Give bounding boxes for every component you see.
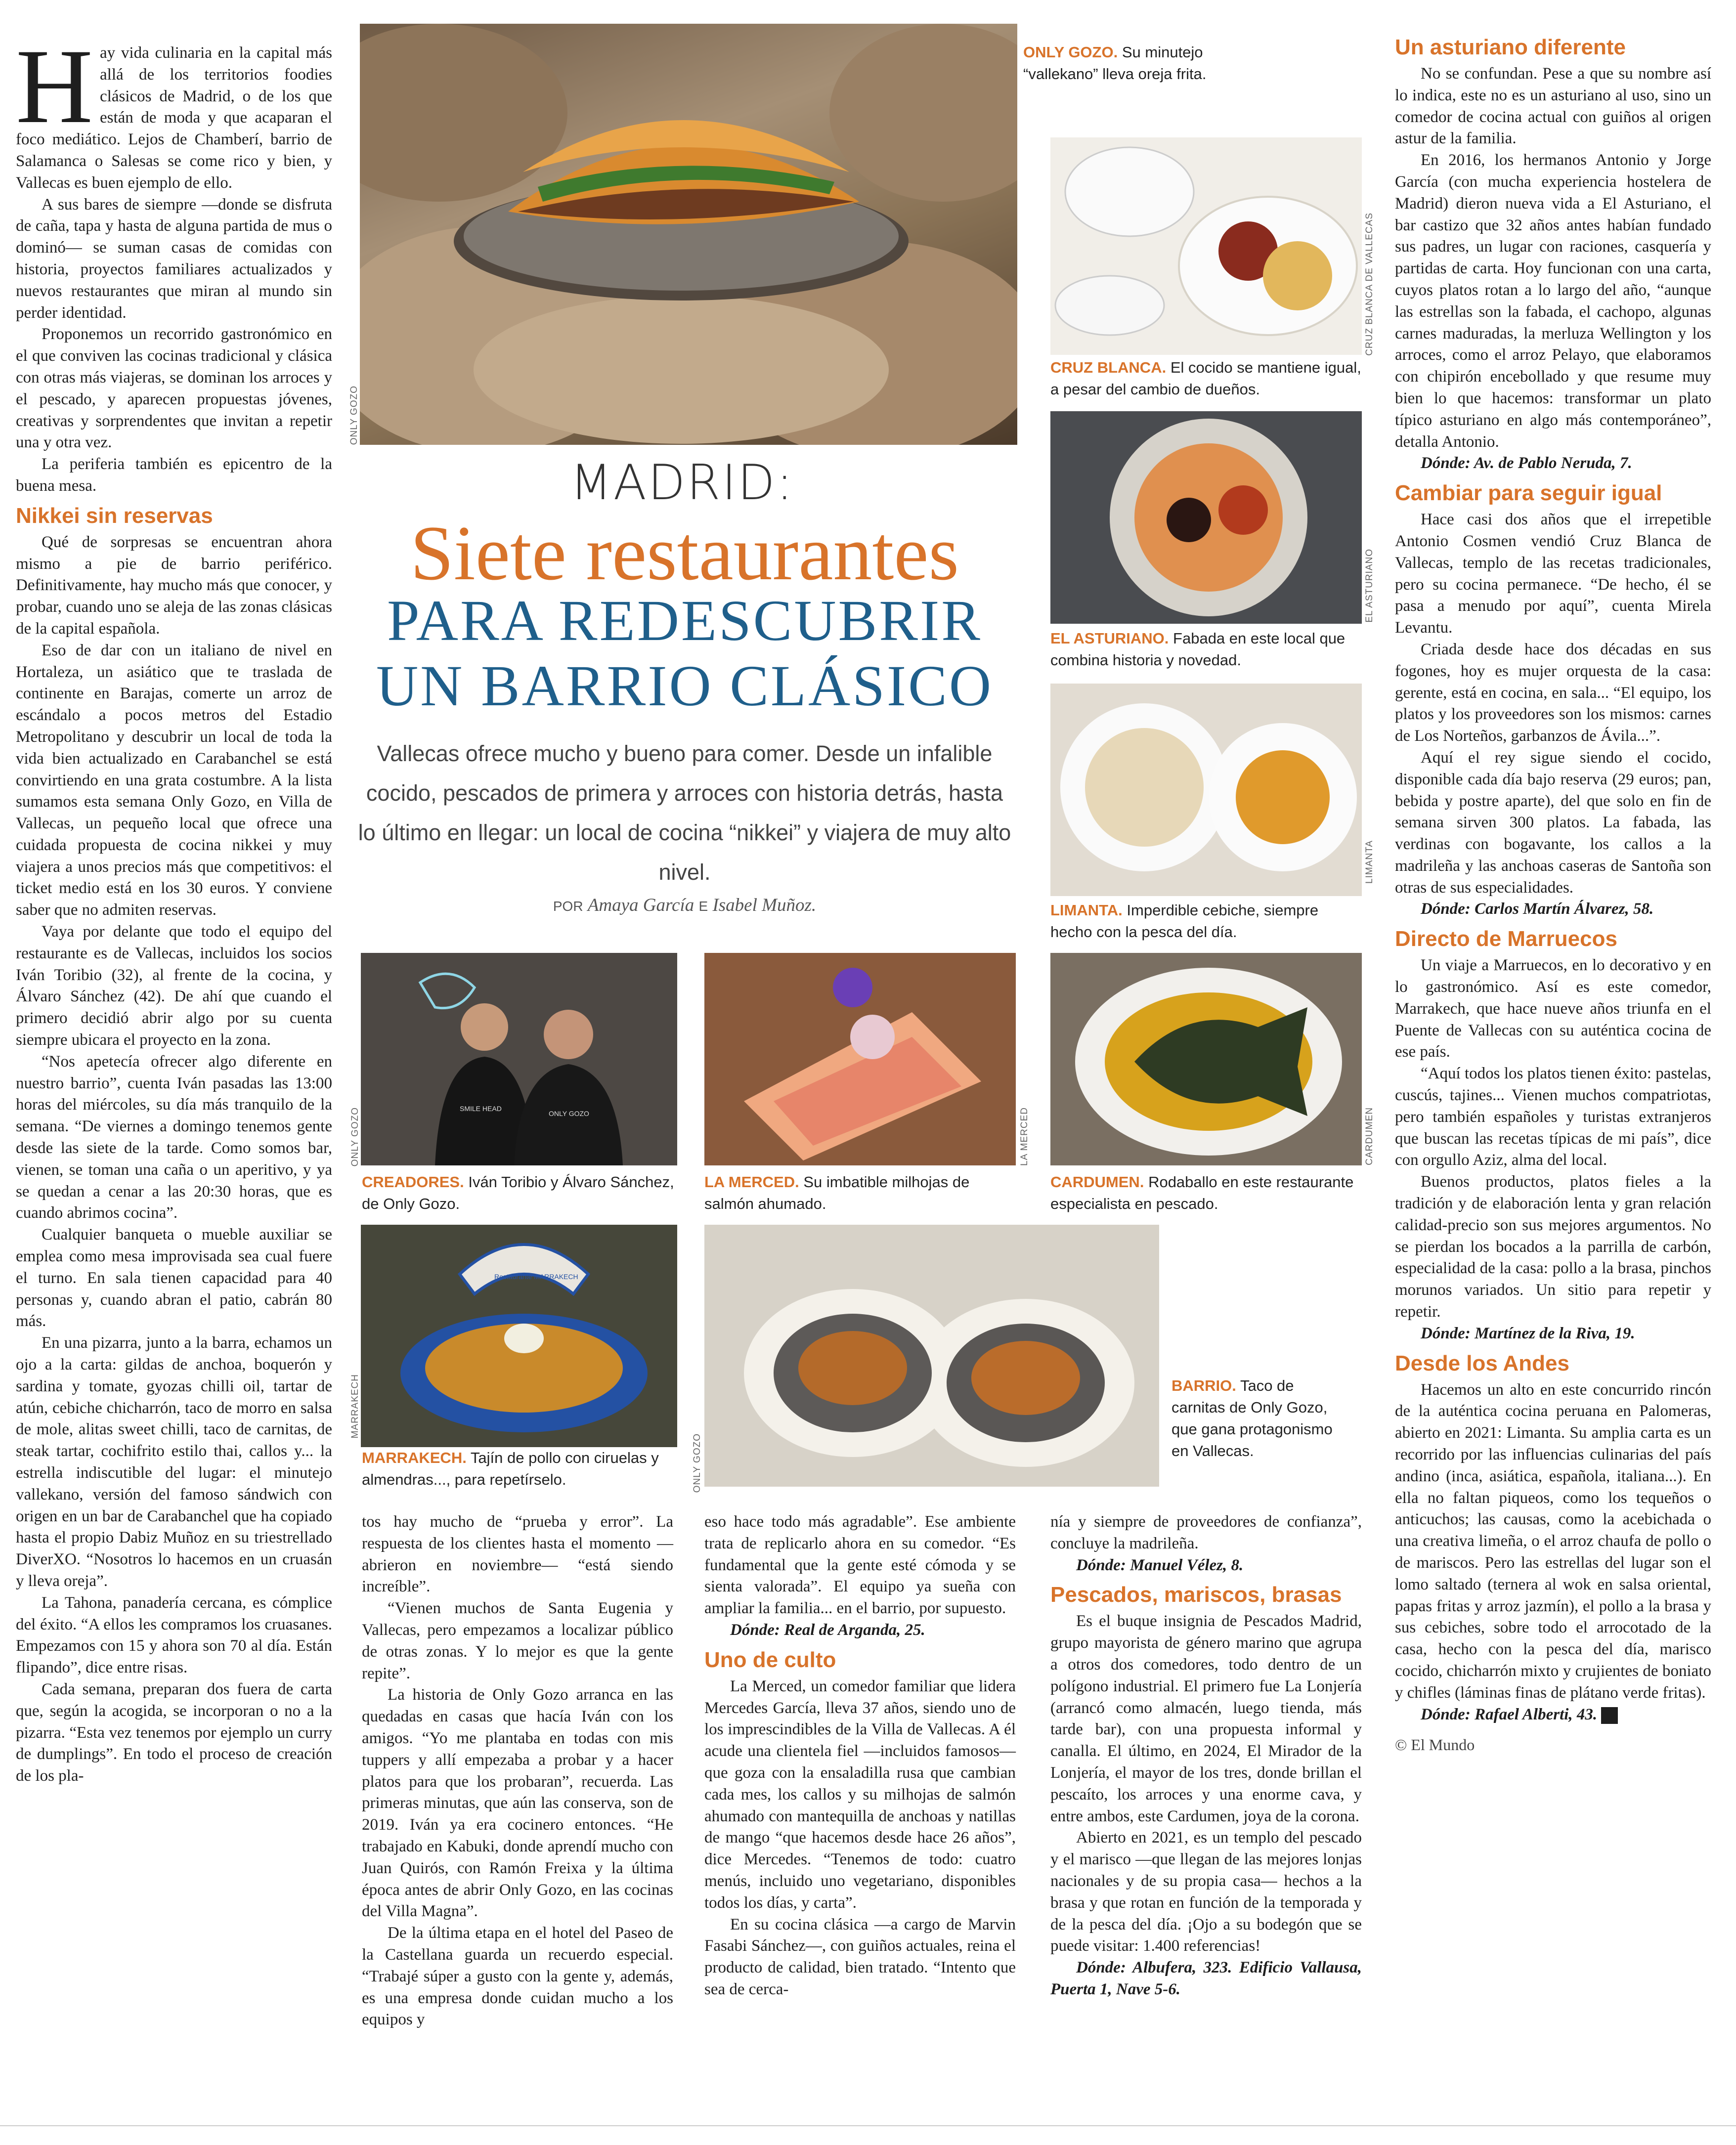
creadores-art	[361, 953, 677, 1165]
col4-p3: Abierto en 2021, es un templo del pescado y el marisco —que llegan de las mejores lonjas nacionales y de su propia casa— hechos a la brasa y que rotan en función de la temporada y de la pesca del día. ¡Ojo a su bodegón que se puede visitar: 1.400 referencias!	[1050, 1829, 1362, 1955]
caption-cardumen	[1050, 1171, 1362, 1215]
page-footer-rule	[0, 2125, 1736, 2145]
caption-creadores-text: Iván Toribio y Álvaro Sánchez, de Only Gozo.	[362, 1173, 674, 1212]
col1-p4: La periferia también es epicentro de la buena mesa.	[16, 455, 332, 495]
intro-paragraph	[16, 27, 332, 194]
section-heading-cambiar: Cambiar para seguir igual	[1395, 481, 1662, 506]
la-merced-art	[704, 953, 1016, 1165]
column-2	[362, 1511, 673, 2031]
photo-cruz-blanca	[1050, 137, 1362, 355]
caption-marrakech-label: MARRAKECH.	[362, 1449, 467, 1466]
caption-cardumen-text: Rodaballo en este restaurante especialista en pescado.	[1050, 1173, 1354, 1212]
caption-marrakech-text: Tajín de pollo con ciruelas y almendras..., para repetírselo.	[362, 1449, 659, 1488]
col4-donde1	[1050, 1555, 1362, 1577]
caption-limanta	[1050, 900, 1362, 943]
col5-p2: En 2016, los hermanos Antonio y Jorge García (con mucha experiencia hostelera de Madrid) dieron nueva vida a El Asturiano, el bar castizo que 32 años antes habían fundado sus padres, un lugar con raciones, casquería y partidas de carta. Hoy funcionan con una carta, cuyos platos rotan a lo largo del año, “aunque las estrellas son la fabada, el cachopo, algunas carnes maduradas, la merluza Wellington y los arroces, como el arroz Pelayo, que elaboramos con chipirón encebollado y que resume muy bien lo que hacemos: transformar un plato típico asturiano en algo más contemporáneo”, detalla Antonio.	[1395, 151, 1711, 451]
caption-only-gozo	[1023, 42, 1211, 85]
col4-donde2-text: Dónde: Albufera, 323. Edificio Vallausa, Puerta 1, Nave 5-6.	[1050, 1959, 1362, 1998]
col2-p3: La historia de Only Gozo arranca en las quedadas en casas que hacía Iván con los amigos. “Yo me plantaba en todas con mis tuppers y allí empezaba a probar y a hacer platos para que los probaran”, recuerda. Las primeras minutas, que aún las conserva, son de 2019. Iván ya era cocinero entonces. “He trabajado en Kabuki, donde aprendí mucho con Juan Quirós, con Ramón Freixa y la última época antes de abrir Only Gozo, en las cocinas del Villa Magna”.	[362, 1686, 673, 1921]
hero-photo-minutejo	[360, 24, 1017, 445]
col3-p1: eso hace todo más agradable”. Ese ambiente trata de replicarlo ahora en su comedor. “Es fundamental que la gente esté cómoda y se sienta valorada”. El equipo ya sueña con ampliar la familia... en el barrio, por supuesto.	[704, 1513, 1016, 1618]
headline-main: Siete restaurantes	[410, 510, 959, 597]
col2-p2: “Vienen muchos de Santa Eugenia y Vallecas, pero empezamos a localizar público de otras zonas. Y lo mejor es que la gente repite”.	[362, 1599, 673, 1682]
col5-p7: “Aquí todos los platos tienen éxito: pastelas, cuscús, tajines... Vienen muchos compatriotas, pero también españoles y turistas extranjeros que buscan las recetas típicas de mi país”, dice con orgullo Aziz, alma del local.	[1395, 1065, 1711, 1169]
col2-p1: tos hay mucho de “prueba y error”. La respuesta de los clientes hasta el momento —abrieron en noviembre— “está siendo increíble”.	[362, 1513, 673, 1596]
section-heading-pescados: Pescados, mariscos, brasas	[1050, 1583, 1342, 1607]
photo-la-merced	[704, 953, 1016, 1165]
section-heading-nikkei: Nikkei sin reservas	[16, 503, 213, 528]
headline-sub-line1: PARA REDESCUBRIR	[387, 588, 982, 653]
section-heading-asturiano: Un asturiano diferente	[1395, 35, 1626, 59]
section-heading-andes: Desde los Andes	[1395, 1351, 1569, 1375]
caption-cardumen-label: CARDUMEN.	[1050, 1173, 1144, 1191]
col1-p2: A sus bares de siempre —donde se disfruta de caña, tapa y hasta de alguna partida de mus o dominó— se suman casas de comidas con historia, proyectos familiares actualizados y nuevos restaurantes que miran al mundo sin perder identidad.	[16, 195, 332, 322]
col1-p5: Qué de sorpresas se encuentran ahora mismo a pie de barrio periférico. Definitivamente, hay mucho más que conocer, y probar, cuando uno se aleja de las zonas clásicas de la capital española.	[16, 533, 332, 638]
col5-p3: Hace casi dos años que el irrepetible Antonio Cosmen vendió Cruz Blanca de Vallecas, templo de las recetas tradicionales, pero su cocina permanece. “De hecho, él se pasa a menudo por aquí”, cuenta Mirela Levantu.	[1395, 511, 1711, 637]
photo-marrakech	[361, 1225, 677, 1447]
caption-limanta-label: LIMANTA.	[1050, 901, 1123, 919]
end-mark-icon: D	[1601, 1707, 1618, 1724]
col3-p2: La Merced, un comedor familiar que lidera Mercedes García, lleva 37 años, siendo uno de los imprescindibles de la Villa de Vallecas. A él acude una clientela fiel —incluidos famosos— que goza con la ensaladilla rusa que cambian cada mes, los callos y su milhojas de salmón ahumado con mantequilla de anchoas y natillas de mango “que hacemos desde hace 26 años”, dice Mercedes. “Tenemos de todo: cuatro menús, incluido uno vegetariano, disponibles todos los días, y carta”.	[704, 1677, 1016, 1912]
col4-donde2	[1050, 1957, 1362, 2001]
col3-p3: En su cocina clásica —a cargo de Marvin Fasabi Sánchez—, con guiños actuales, reina el producto de calidad, bien tratado. “Intento que sea de cerca-	[704, 1915, 1016, 1998]
col2-p4: De la última etapa en el hotel del Paseo de la Castellana guarda un recuerdo especial. “Trabajé súper a gusto con la gente y, además, es una empresa donde cuidan mucho a los equipos y	[362, 1924, 673, 2029]
byline-por: POR	[553, 899, 583, 914]
caption-limanta-text: Imperdible cebiche, siempre hecho con la pesca del día.	[1050, 901, 1319, 941]
apron-text-1: SMILE HEAD	[460, 1105, 502, 1113]
photo-cardumen	[1050, 953, 1362, 1165]
col5-p4: Criada desde hace dos décadas en sus fogones, hoy es mujer orquesta de la casa: gerente, está en cocina, en sala... “El equipo, los platos y los proveedores son los mismos: carnes de Los Norteños, garbanzos de Ávila...”.	[1395, 640, 1711, 745]
deck-text: Vallecas ofrece mucho y bueno para comer. Desde un infalible cocido, pescados de primera y arroces con historia detrás, hasta lo último en llegar: un local de cocina “nikkei” y viajera de muy alto nivel.	[358, 741, 1011, 885]
col5-p8: Buenos productos, platos fieles a la tradición y de elaboración lenta y gran relación calidad-precio son sus mejores argumentos. No se pierdan los bocados a la parrilla de carbón, especialidad de la casa: pollo a la brasa, pinchos morunos variados. Un sitio para repetir y repetir.	[1395, 1173, 1711, 1321]
caption-barrio-text: Taco de carnitas de Only Gozo, que gana protagonismo en Vallecas.	[1172, 1377, 1333, 1459]
caption-only-gozo-text: Su minutejo “vallekano” lleva oreja frita.	[1023, 43, 1207, 83]
headline-kicker: MADRID:	[570, 455, 794, 511]
col5-p5: Aquí el rey sigue siendo el cocido, disponible cada día bajo reserva (29 euros; pan, bebida y postre aparte), del que solo en fin de semana sirven 300 platos. La fabada, las verdinas con bogavante, los callos a la madrileña y las anchoas caseras de Santoña son otras de sus especialidades.	[1395, 748, 1711, 897]
section-heading-marruecos: Directo de Marruecos	[1395, 927, 1617, 951]
col1-p9: Cualquier banqueta o mueble auxiliar se emplea como mesa improvisada sea cual fuere el turno. En sala tienen capacidad para 40 personas y, cuando abran el patio, cabrán 80 más.	[16, 1226, 332, 1330]
caption-merced-label: LA MERCED.	[704, 1173, 799, 1191]
col5-donde2-text: Dónde: Carlos Martín Álvarez, 58.	[1421, 900, 1654, 918]
caption-merced	[704, 1171, 1016, 1215]
photo-credit-barrio: ONLY GOZO	[692, 1433, 702, 1493]
copyright: © El Mundo	[1395, 1736, 1475, 1754]
col1-p12: Cada semana, preparan dos fuera de carta que, según la acogida, se incorporan o no a la pizarra. “Esta vez tenemos por ejemplo un curry de dumplings”. En todo el proceso de creación de los pla-	[16, 1680, 332, 1785]
col1-p6: Eso de dar con un italiano de nivel en Hortaleza, un asiático que te traslada de continente en Barajas, comerte un arroz de escándalo a pocos metros del Estadio Metropolitano y descubrir un local de toda la vida bien actualizado en Carabanchel se está convirtiendo en una grata costumbre. A la lista sumamos esta semana Only Gozo, en Villa de Vallecas, un pequeño local que ofrece una cuidada propuesta de cocina nikkei y muy viajera a unos precios más que competitivos: el ticket medio está en los 30 euros. Y conviene saber que no admiten reservas.	[16, 641, 332, 919]
photo-credit-merced: LA MERCED	[1019, 1107, 1030, 1166]
byline-e: E	[698, 899, 708, 914]
photo-credit-cardumen: CARDUMEN	[1364, 1107, 1375, 1165]
caption-creadores	[362, 1171, 678, 1215]
col4-p1: nía y siempre de proveedores de confianza”, concluye la madrileña.	[1050, 1513, 1362, 1552]
col3-donde1-text: Dónde: Real de Arganda, 25.	[730, 1621, 925, 1639]
col1-p3: Proponemos un recorrido gastronómico en el que conviven las cocinas tradicional y clásica con otras más viajeras, se dominan los arroces y el pescado, y aparecen propuestas jóvenes, creativas y sorprendentes que invitan a repetir una y otra vez.	[16, 325, 332, 452]
col5-donde1-text: Dónde: Av. de Pablo Neruda, 7.	[1421, 454, 1632, 472]
col5-donde3	[1395, 1323, 1711, 1345]
column-3	[704, 1511, 1016, 2001]
col5-donde4-text: Dónde: Rafael Alberti, 43.	[1421, 1705, 1598, 1723]
marrakech-art	[361, 1225, 677, 1447]
col1-p8: “Nos apetecía ofrecer algo diferente en nuestro barrio”, cuenta Iván pasadas las 13:00 horas del miércoles, su día más tranquilo de la semana. “De viernes a domingo tenemos gente desde las siete de la tarde. Como somos bar, vienen, se toman una caña o un aperitivo, y ya se quedan a cenar a las 20:30 horas, que es cuando abrimos cocina”.	[16, 1052, 332, 1222]
section-heading-culto: Uno de culto	[704, 1647, 836, 1672]
tajine-text: Restaurante MARRAKECH	[494, 1273, 578, 1281]
col5-donde3-text: Dónde: Martínez de la Riva, 19.	[1421, 1324, 1635, 1342]
caption-barrio-label: BARRIO.	[1172, 1377, 1236, 1394]
col5-donde4	[1395, 1704, 1711, 1726]
photo-asturiano	[1050, 411, 1362, 624]
intro-text: ay vida culinaria en la capital más allá de los territorios foodies clásicos de Madrid, o de los que están de moda y que acaparan el foco mediático. Lejos de Chamberí, barrio de Salamanca o Salesas se come rico y bien, y Vallecas es buen ejemplo de ello.	[16, 44, 332, 192]
limanta-art	[1050, 684, 1362, 896]
caption-marrakech	[362, 1447, 678, 1491]
col1-p7: Vaya por delante que todo el equipo del restaurante es de Vallecas, incluidos los socios Iván Toribio (32), al frente de la cocina, y Álvaro Sánchez (42). De ahí que cuando el primero decidió abrir algo por su cuenta siempre ubicara el proyecto en la zona.	[16, 923, 332, 1049]
byline-author2: Isabel Muñoz.	[712, 895, 817, 915]
col5-donde2	[1395, 899, 1711, 920]
photo-credit-cruz-blanca: CRUZ BLANCA DE VALLECAS	[1364, 213, 1375, 356]
byline-author1: Amaya García	[587, 895, 694, 915]
caption-cruz-blanca	[1050, 357, 1362, 400]
byline	[356, 895, 1013, 916]
photo-creadores	[361, 953, 677, 1165]
caption-merced-text: Su imbatible milhojas de salmón ahumado.	[704, 1173, 970, 1212]
asturiano-art	[1050, 411, 1362, 624]
apron-text-2: ONLY GOZO	[549, 1110, 589, 1117]
cardumen-art	[1050, 953, 1362, 1165]
column-4	[1050, 1511, 1362, 2001]
col5-donde1	[1395, 453, 1711, 474]
headline-sub-line2: UN BARRIO CLÁSICO	[376, 653, 994, 718]
col1-p10: En una pizarra, junto a la barra, echamos un ojo a la carta: gildas de anchoa, boquerón y sardina y tomate, gyozas chilli oil, tartar de atún, cebiche chicharrón, taco de morro en salsa de mole, alitas sweet chilli, taco de carnitas, de steak tartar, cochifrito estilo thai, callos y... la estrella indiscutible del lugar: el minutejo vallekano, versión del famoso sándwich con origen en un bar de Carabanchel que ha copiado hasta el propio Dabiz Muñoz en su triestrellado DiverXO. “Nosotros lo hacemos en un cruasán y lleva oreja”.	[16, 1334, 332, 1590]
drop-cap: H	[16, 27, 93, 145]
cruz-blanca-art	[1050, 137, 1362, 355]
caption-only-gozo-label: ONLY GOZO.	[1023, 43, 1118, 61]
photo-barrio	[704, 1225, 1159, 1487]
caption-asturiano-text: Fabada en este local que combina historia y novedad.	[1050, 630, 1345, 669]
col3-donde1	[704, 1620, 1016, 1641]
photo-credit-marrakech: MARRAKECH	[350, 1374, 360, 1439]
col4-donde1-text: Dónde: Manuel Vélez, 8.	[1076, 1556, 1244, 1574]
col5-p6: Un viaje a Marruecos, en lo decorativo y en lo gastronómico. Así es este comedor, Marrakech, que hace nueve años triunfa en el Puente de Vallecas con su auténtica cocina de ese país.	[1395, 956, 1711, 1061]
col5-p9: Hacemos un alto en este concurrido rincón de la auténtica cocina peruana en Palomeras, abierto en 2021: Limanta. Su amplia carta es un recorrido por las influencias culinarias del país andino (inca, asiática, española, italiana...). En ella no faltan piqueos, como los tequeños o anticuchos; las causas, como la acebichada o una creativa limeña, o el arroz chaufa de pollo o de mariscos. Pero las estrellas del lugar son el lomo saltado (ternera al wok en salsa oriental, papas fritas y arroz jazmín), el pollo a la brasa y sus cebiches, sobre todo el arrocotado de la casa, hecho con la pesca del día, marisco cocido, chicharrón mixto y crujientes de boniato y chifles (láminas finas de plátano verde fritas).	[1395, 1380, 1711, 1702]
caption-barrio	[1172, 1375, 1335, 1462]
photo-credit-asturiano: EL ASTURIANO	[1364, 549, 1375, 623]
column-1	[16, 27, 332, 1787]
col1-p11: La Tahona, panadería cercana, es cómplice del éxito. “A ellos les compramos los cruasanes. Empezamos con 15 y ahora son 70 al día. Están flipando”, dice entre risas.	[16, 1593, 332, 1677]
headline-sub	[356, 588, 1013, 719]
hero-photo-art	[360, 24, 1017, 445]
barrio-art	[704, 1225, 1159, 1487]
photo-credit-hero: ONLY GOZO	[349, 386, 359, 445]
photo-credit-creadores: ONLY GOZO	[350, 1107, 360, 1167]
col4-p2: Es el buque insignia de Pescados Madrid, grupo mayorista de género marino que agrupa a otros dos comedores, todo dentro de un polígono industrial. El primero fue La Lonjería (arrancó como almacén, luego tienda, más tarde bar), con una propuesta informal y canalla. El último, en 2024, El Mirador de la Lonjería, el mayor de los tres, donde brillan el pescaíto, los arroces y una enorme cava, y entre ambos, este Cardumen, joya de la corona.	[1050, 1612, 1362, 1825]
caption-asturiano	[1050, 628, 1362, 671]
col5-p1: No se confundan. Pese a que su nombre así lo indica, este no es un asturiano al uso, sino un comedor de cocina actual con guiños al origen astur de la familia.	[1395, 65, 1711, 148]
caption-cruz-blanca-text: El cocido se mantiene igual, a pesar del cambio de dueños.	[1050, 359, 1361, 398]
caption-creadores-label: CREADORES.	[362, 1173, 464, 1191]
photo-credit-limanta: LIMANTA	[1364, 840, 1375, 884]
column-5	[1395, 35, 1711, 1756]
caption-cruz-blanca-label: CRUZ BLANCA.	[1050, 359, 1167, 376]
caption-asturiano-label: EL ASTURIANO.	[1050, 630, 1169, 647]
photo-limanta	[1050, 684, 1362, 896]
